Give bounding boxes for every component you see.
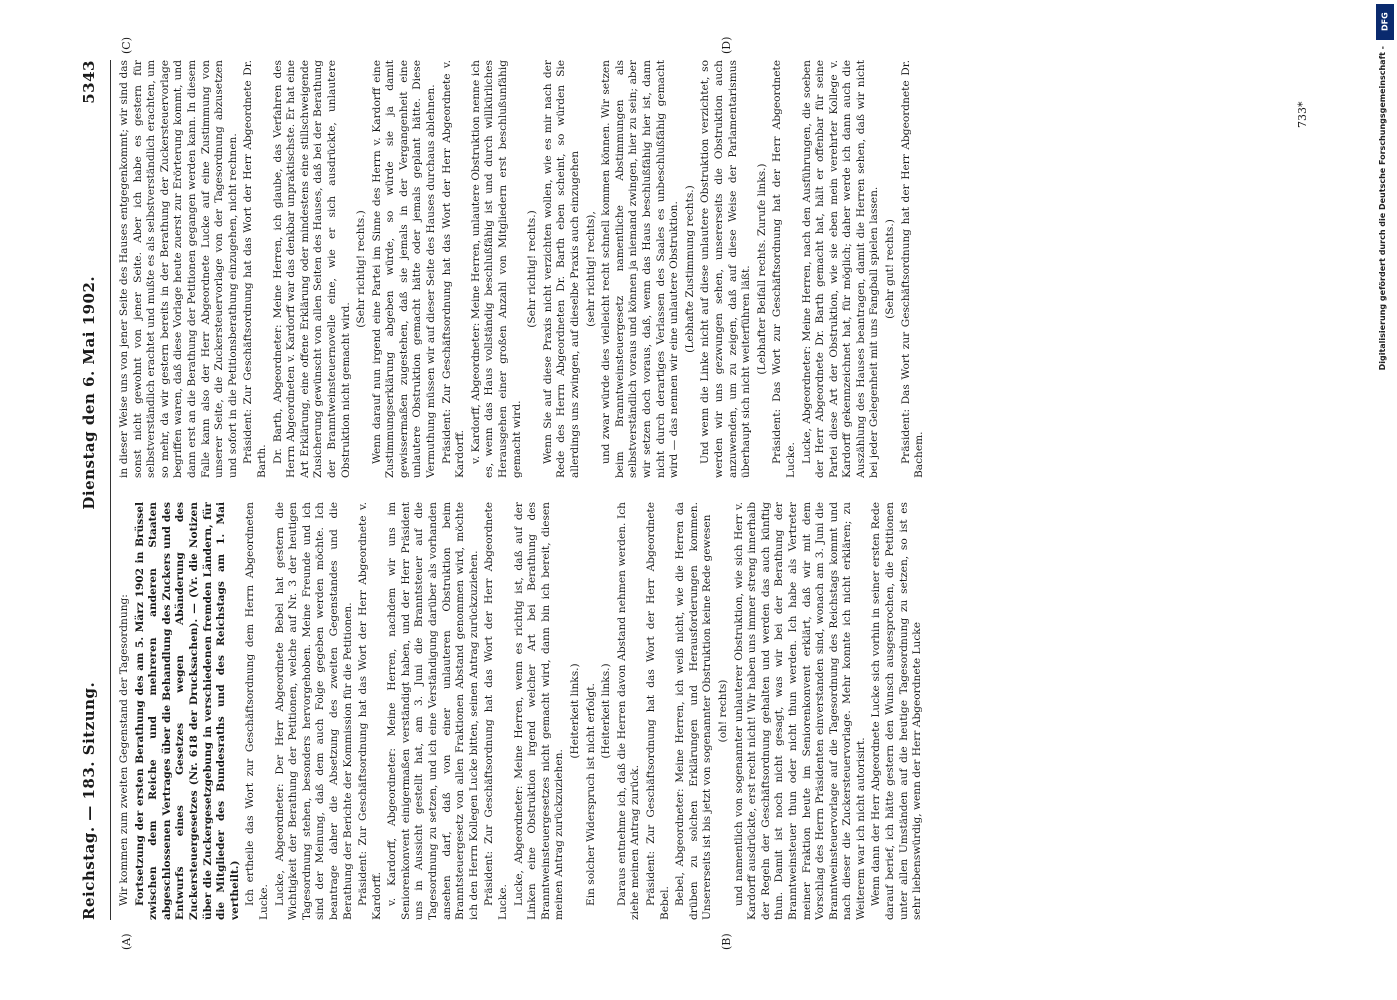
right-column: [118, 60, 1318, 478]
paragraph: v. Kardorff, Abgeordneter: Meine Herren, unlautere Obstruktion nenne ich es, wenn das Haus vollständig beschlußfähig ist und durch willkürliches Herausgehen einer großen Anzahl von Mitgliedern erst beschlußunfähig gemacht wird.: [469, 60, 523, 478]
page-header: [80, 60, 111, 920]
paragraph: v. Kardorff, Abgeordneter: Meine Herren, nachdem wir uns im Seniorenkonvent einigermaßen verständigt haben, und der Herr Präsident uns in Aussicht gestellt hat, am 3. Juni die Branntsteuer auf die Tagesordnung zu setzen, und ich eine Verständigung darüber als vorhanden ansehen darf, daß von einer unlauteren Obstruktion beim Branntsteuergesetz von allen Fraktionen Abstand genommen wird, möchte ich den Herrn Kollegen Lucke bitten, seinen Antrag zurückzuziehen.: [386, 502, 480, 920]
paragraph: Präsident: Zur Geschäftsordnung hat das Wort der Herr Abgeordnete Bebel.: [644, 502, 671, 920]
interjection: (oh! rechts): [716, 679, 729, 743]
paragraph: Und wenn die Linke nicht auf diese unlautere Obstruktion verzichtet, so werden wir uns gezwungen sehen, unsererseits die Obstruktion auch anzuwenden, um zu zeigen, daß auf diese Weise der Parlamentarismus überhaupt sich nicht weiterführen läßt.: [699, 60, 753, 478]
interjection: (Lebhafte Zustimmung rechts.): [683, 185, 696, 353]
paragraph: Dr. Barth, Abgeordneter: Meine Herren, ich glaube, das Verfahren des Herrn Abgeordneten v. Kardorff war das denkbar unpraktischste. Er hat eine Art Erklärung, eine offene Erklärung oder mindestens eine stillschweigende Zusicherung gewünscht von allen Seiten des Hauses, daß bei der Berathung der Branntweinsteuernovelle eine, wie er sich ausdrückte, unlautere Obstruktion nicht gemacht wird.: [271, 60, 352, 478]
paragraph: in dieser Weise uns von jener Seite des Hauses entgegenkommt; wir sind das sonst nicht gewohnt von jener Seite. Aber ich habe es gestern für selbstverständlich erachtet und mußte es als selbstverständlich erachten, um so mehr, da wir gestern bereits in der Berathung der Zuckersteuervorlage begriffen waren, daß diese Vorlage heute zuerst zur Erörterung kommt, und dann erst an die Berathung der Petitionen gegangen werden kann. In diesem Falle kann also der Herr Abgeordnete Lucke auf eine Zustimmung von unserer Seite, die Zuckersteuervorlage von der Tagesordnung abzusetzen und sofort in die Petitionsberathung einzugehen, nicht rechnen.: [118, 60, 239, 478]
margin-marker-a: (A): [120, 933, 133, 950]
interjection: (Heiterkeit links.): [600, 663, 613, 759]
interjection: (Sehr richtig! rechts.): [526, 210, 539, 328]
paragraph: Bebel, Abgeordneter: Meine Herren, ich weiß nicht, wie die Herren da drüben zu solchen Erklärungen und Herausforderungen kommen. Unsererseits ist bis jetzt von sogenannter Obstruktion keine Rede gewesen: [674, 502, 714, 920]
signature-mark: 733*: [1296, 101, 1309, 128]
credit-text: Digitalisierung gefördert durch die Deutsche Forschungsgemeinschaft -: [1378, 46, 1387, 371]
margin-marker-c: (C): [120, 37, 133, 54]
header-date: Dienstag den 6. Mai 1902.: [80, 275, 98, 510]
margin-marker-d: (D): [720, 36, 733, 54]
paragraph: Lucke, Abgeordneter: Meine Herren, nach den Ausführungen, die soeben der Herr Abgeordnete Dr. Barth gemacht hat, hält er offenbar für seine Partei diese Art der Obstruktion, wie sie eben mein verehrter Kollege v. Kardorff gekennzeichnet hat, für möglich; daher werde ich dann auch die Auszählung des Hauses beantragen, damit die Herren sehen, daß wir nicht bei jeder Gelegenheit mit uns Fangball spielen lassen.: [800, 60, 881, 478]
paragraph: Präsident: Das Wort zur Geschäftsordnung hat der Herr Abgeordnete Dr. Bachem.: [899, 60, 926, 478]
paragraph: Präsident: Zur Geschäftsordnung hat das Wort der Herr Abgeordnete Dr. Barth.: [242, 60, 268, 478]
page-number: 5343: [80, 60, 98, 104]
dfg-logo: DFG: [1376, 4, 1394, 40]
paragraph: Lucke, Abgeordneter: Der Herr Abgeordnete Bebel hat gestern die Wichtigkeit der Berathung der Petitionen, welche auf Nr. 3 der heutigen Tagesordnung stehen, besonders hervorgehoben. Meine Freunde und ich sind der Meinung, daß dem auch Folge gegeben werden möchte. Ich beantrage daher die Absetzung des zweiten Gegenstandes und die Berathung der Berichte der Kommission für die Petitionen.: [273, 502, 354, 920]
paragraph: Daraus entnehme ich, daß die Herren davon Abstand nehmen werden. Ich ziehe meinen Antrag zurück.: [615, 502, 642, 920]
paragraph: Präsident: Zur Geschäftsordnung hat das Wort der Herr Abgeordnete Lucke.: [483, 502, 510, 920]
paragraph: und zwar würde dies vielleicht recht schnell kommen können. Wir setzen beim Branntweinsteuergesetz namentliche Abstimmungen als selbstverständlich voraus und können ja niemand zwingen, hier zu sein; aber wir setzen doch voraus, daß, wenn das Haus beschlußfähig hier ist, dann nicht durch derartiges Verlassen des Saales es unbeschlußfähig gemacht wird — das nennen wir eine unlautere Obstruktion.: [600, 60, 681, 478]
paragraph: Ein solcher Widerspruch ist nicht erfolgt.: [584, 683, 597, 906]
rotated-page: [80, 36, 1350, 950]
paragraph: und namentlich von sogenannter unlauterer Obstruktion, wie sich Herr v. Kardorff ausdrückte, erst recht nicht! Wir haben uns immer streng innerhalb der Regeln der Geschäftsordnung gehalten und werden das auch künftig thun. Damit ist noch nicht gesagt, was wir bei der Berathung der Branntweinsteuer thun oder nicht thun werden. Ich habe als Vertreter meiner Fraktion heute im Seniorenkonvent erklärt, daß wir mit dem Vorschlag des Herrn Präsidenten einverstanden sind, wonach am 3. Juni die Branntweinsteuervorlage auf die Tagesordnung des Reichstags kommt und nach dieser die Zuckersteuervorlage. Mehr konnte ich nicht erklären; zu Weiterem war ich nicht autorisirt.: [732, 502, 867, 920]
paragraph: Präsident: Das Wort zur Geschäftsordnung hat der Herr Abgeordnete Lucke.: [771, 60, 797, 478]
interjection: (Lebhafter Beifall rechts. Zurufe links.): [755, 163, 768, 375]
paragraph: Wenn Sie auf diese Praxis nicht verzichten wollen, wie es mir nach der Rede des Herrn Abgeordneten Dr. Barth eben scheint, so würden Sie allerdings uns zwingen, auf dieselbe Praxis auch einzugehen: [541, 60, 581, 478]
paragraph: Wir kommen zum zweiten Gegenstand der Tagesordnung:: [118, 594, 130, 906]
interjection: (Sehr richtig! rechts.): [355, 210, 368, 328]
paragraph: Wenn darauf nun irgend eine Partei im Sinne des Herrn v. Kardorff eine Zustimmungserklärung abgeben würde, so würde sie ja damit gewissermaßen zugestehen, daß sie jemals in der Vergangenheit eine unlautere Obstruktion gemacht hätte oder jemals geplant hätte. Diese Vermuthung müssen wir auf dieser Seite des Hauses durchaus ablehnen.: [370, 60, 438, 478]
paragraph: Präsident: Zur Geschäftsordnung hat das Wort der Herr Abgeordnete v. Kardorff.: [440, 60, 467, 478]
header-title: Reichstag. — 183. Sitzung.: [80, 681, 98, 920]
left-column: [118, 502, 1318, 920]
interjection: (Sehr gut! rechts.): [884, 219, 897, 319]
paragraph: Lucke, Abgeordneter: Meine Herren, wenn es richtig ist, daß auf der Linken eine Obstruktion irgend welcher Art bei Berathung des Branntweinsteuergesetzes nicht gemacht wird, dann bin ich bereit, diesen meinen Antrag zurückzuziehen.: [512, 502, 566, 920]
interjection: (Heiterkeit links.): [569, 663, 581, 759]
paragraph-bold: Fortsetzung der ersten Berathung des am 5. März 1902 in Brüssel zwischen dem Reiche und mehreren anderen Staaten abgeschlossenen Vertrages über die Behandlung des Zuckers und des Entwurfs eines Gesetzes wegen Abänderung des Zuckersteuergesetzes (Nr. 618 der Drucksachen). — (Vr. die Notizen über die Zuckergesetzgebung in verschiedenen fremden Ländern, für die Mitglieder des Bundesraths und des Reichstags am 1. Mai vertheilt.): [133, 502, 241, 920]
text-columns: [118, 60, 1318, 920]
paragraph: Wenn dann der Herr Abgeordnete Lucke sich vorhin in seiner ersten Rede darauf berief, ich hätte gestern den Wunsch ausgesprochen, die Petitionen unter allen Umständen auf die heutige Tagesordnung zu setzen, so ist es sehr liebenswürdig, wenn der Herr Abgeordnete Lucke: [870, 502, 924, 920]
interjection: (sehr richtig! rechts),: [584, 211, 597, 327]
credit-strip: [1372, 0, 1397, 1000]
paragraph: Präsident: Zur Geschäftsordnung hat das Wort der Herr Abgeordnete v. Kardorff.: [357, 502, 383, 920]
margin-marker-b: (B): [720, 933, 733, 950]
paragraph: Ich ertheile das Wort zur Geschäftsordnung dem Herrn Abgeordneten Lucke.: [244, 502, 270, 920]
